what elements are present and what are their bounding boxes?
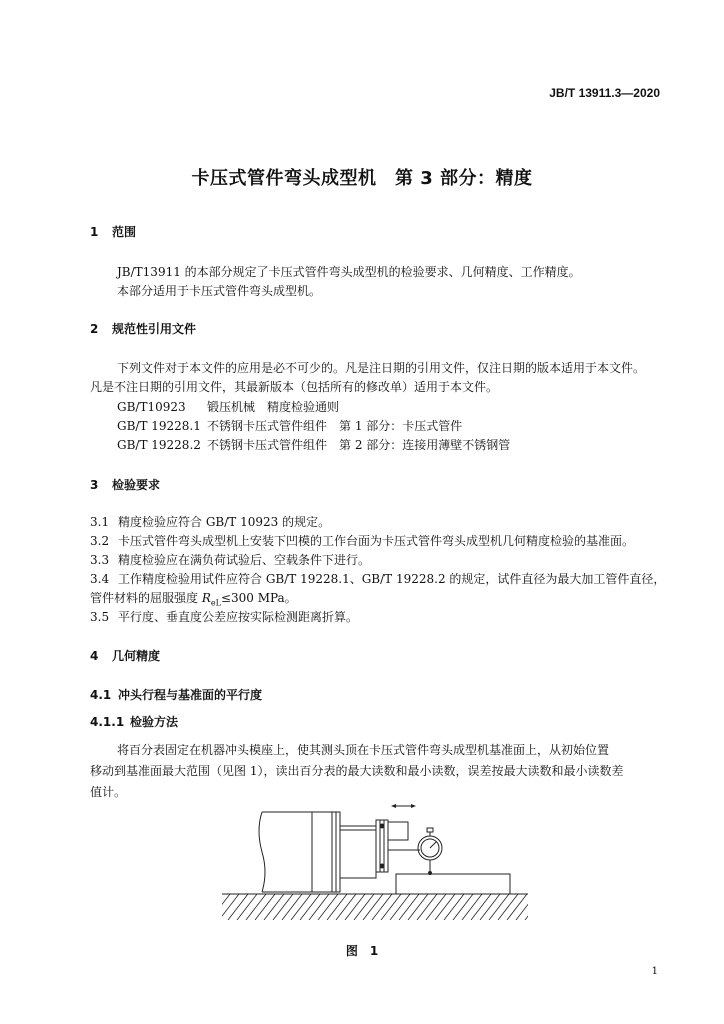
hatch-line	[309, 894, 329, 920]
symbol-subscript: eL	[210, 598, 221, 608]
item-number: 3.5	[90, 610, 110, 624]
punch-head	[340, 820, 420, 878]
subsection-number: 4.1	[90, 688, 112, 702]
item-text: 平行度、垂直度公差应按实际检测距离折算。	[118, 610, 359, 624]
machine-body	[259, 812, 340, 892]
travel-arrow-icon	[391, 804, 416, 808]
reference-plate	[396, 874, 510, 894]
page-number: 1	[651, 966, 658, 977]
hatch-line	[237, 894, 257, 920]
subsection-number: 4.1.1	[90, 715, 125, 729]
paragraph: 值计。	[90, 785, 127, 799]
subsection-title: 冲头行程与基准面的平行度	[118, 688, 263, 702]
subsection-heading	[90, 686, 262, 703]
paragraph: JB/T13911 的本部分规定了卡压式管件弯头成型机的检验要求、几何精度、工作精度。	[117, 265, 581, 279]
hatch-line	[345, 894, 365, 920]
figure-1-diagram	[0, 800, 724, 935]
hatch-line	[453, 894, 473, 920]
section-number: 2	[90, 322, 99, 336]
reference-code: GB/T 19228.1	[117, 419, 201, 433]
item-text: 精度检验应符合 GB/T 10923 的规定。	[118, 515, 331, 529]
subsection-title: 检验方法	[130, 715, 179, 729]
requirement-item	[90, 513, 330, 530]
hatch-line	[354, 894, 374, 920]
hatch-line	[282, 894, 302, 920]
hatch-line	[363, 894, 383, 920]
item-number: 3.4	[90, 572, 110, 586]
hatch-line	[219, 894, 239, 920]
hatch-line	[273, 894, 293, 920]
hatch-line	[426, 894, 446, 920]
hatch-line	[381, 894, 401, 920]
hatch-line	[435, 894, 455, 920]
hatch-line	[471, 894, 491, 920]
section-3-heading	[90, 476, 160, 493]
section-title: 规范性引用文件	[112, 322, 197, 336]
requirement-item	[90, 570, 665, 587]
reference-name: 不锈钢卡压式管件组件 第 2 部分：连接用薄壁不锈钢管	[207, 438, 511, 452]
section-1-heading	[90, 223, 136, 240]
section-title: 范围	[112, 225, 137, 239]
subsubsection-heading	[90, 713, 178, 730]
figure-caption: 图 1	[345, 944, 379, 958]
hatch-line	[336, 894, 356, 920]
reference-name: 不锈钢卡压式管件组件 第 1 部分：卡压式管件	[207, 419, 463, 433]
hatch-line	[480, 894, 500, 920]
hatch-line	[498, 894, 518, 920]
hatch-line	[318, 894, 338, 920]
ground-hatching	[210, 894, 554, 920]
reference-code: GB/T10923	[117, 400, 186, 414]
dial-gauge-icon	[418, 828, 442, 875]
hatch-line	[246, 894, 266, 920]
hatch-line	[525, 894, 545, 920]
requirement-item-continuation	[90, 589, 297, 607]
hatch-line	[489, 894, 509, 920]
section-title: 检验要求	[112, 478, 161, 492]
section-4-heading	[90, 647, 160, 664]
item-text: ≤300 MPa。	[220, 591, 297, 605]
section-number: 1	[90, 225, 99, 239]
hatch-line	[264, 894, 284, 920]
hatch-line	[408, 894, 428, 920]
paragraph: 将百分表固定在机器冲头模座上，使其测头顶在卡压式管件弯头成型机基准面上，从初始位置	[117, 743, 610, 757]
hatch-line	[228, 894, 248, 920]
requirement-item	[90, 551, 370, 568]
paragraph: 下列文件对于本文件的应用是必不可少的。凡是注日期的引用文件，仅注日期的版本适用于本文件。	[117, 361, 646, 375]
requirement-item	[90, 608, 358, 625]
hatch-line	[444, 894, 464, 920]
item-text: 工作精度检验用试件应符合 GB/T 19228.1、GB/T 19228.2 的规定，试件直径为最大加工管件直径，	[118, 572, 666, 586]
section-title: 几何精度	[112, 649, 161, 663]
paragraph: 凡是不注日期的引用文件，其最新版本（包括所有的修改单）适用于本文件。	[90, 380, 499, 394]
item-text: 管件材料的屈服强度	[90, 591, 202, 605]
item-number: 3.1	[90, 515, 110, 529]
standard-code-header: JB/T 13911.3—2020	[549, 86, 660, 100]
reference-name: 锻压机械 精度检验通则	[207, 400, 340, 414]
hatch-line	[255, 894, 275, 920]
item-text: 卡压式管件弯头成型机上安装下凹模的工作台面为卡压式管件弯头成型机几何精度检验的基准面。	[118, 534, 635, 548]
reference-item	[117, 417, 462, 434]
hatch-line	[534, 894, 554, 920]
hatch-line	[372, 894, 392, 920]
requirement-item	[90, 532, 634, 549]
paragraph: 移动到基准面最大范围（见图 1），读出百分表的最大读数和最小读数，误差按最大读数和最小读数差	[90, 764, 624, 778]
hatch-line	[327, 894, 347, 920]
reference-item	[117, 398, 339, 415]
hatch-line	[507, 894, 527, 920]
hatch-line	[417, 894, 437, 920]
section-2-heading	[90, 320, 196, 337]
hatch-line	[300, 894, 320, 920]
section-number: 3	[90, 478, 99, 492]
document-title: 卡压式管件弯头成型机 第 3 部分：精度	[191, 168, 533, 189]
reference-code: GB/T 19228.2	[117, 438, 201, 452]
section-number: 4	[90, 649, 99, 663]
item-text: 精度检验应在满负荷试验后、空载条件下进行。	[118, 553, 371, 567]
hatch-line	[399, 894, 419, 920]
item-number: 3.3	[90, 553, 110, 567]
hatch-line	[291, 894, 311, 920]
hatch-line	[462, 894, 482, 920]
hatch-line	[210, 894, 230, 920]
paragraph: 本部分适用于卡压式管件弯头成型机。	[117, 284, 322, 298]
hatch-line	[390, 894, 410, 920]
symbol-r: R	[201, 591, 211, 605]
reference-item	[117, 436, 510, 453]
item-number: 3.2	[90, 534, 110, 548]
hatch-line	[516, 894, 536, 920]
